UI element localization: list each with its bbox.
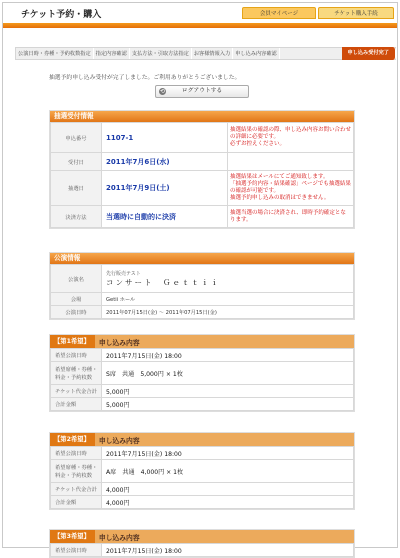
first-wish-ticket-total-row [51,385,354,398]
performance-info-table [50,264,354,319]
step-select: 公演日時・券種・予約枚数指定 [16,48,94,59]
first-wish-badge: 【第1希望】 [50,335,95,348]
draw-note: 抽選結果はメールにてご通知致します。 「抽選予約内容・結果確認」ページでも抽選結果の確認が可能です。 抽選予約申し込みの取消はできません。 [228,171,354,206]
payment-method-label: 決済方法 [51,206,102,228]
step-customer: お客様情報入力 [192,48,233,59]
payment-note: 抽選当選の場合に決済され、即時予約確定となります。 [228,206,354,228]
third-wish-title: 申し込み内容 [98,533,140,542]
desired-date-value: 2011年7月15日(金) 18:00 [102,447,354,460]
lottery-info-title: 抽選受付情報 [50,111,354,122]
logout-icon: ⟲ [159,88,166,95]
top-navigation [242,7,394,19]
lottery-info-section [49,110,355,229]
second-wish-total-row [51,496,354,509]
step-confirm: 指定内容確認 [94,48,130,59]
step-review: 申し込み内容確認 [233,48,280,59]
application-number-row [51,123,354,153]
third-wish-date-row [51,544,354,557]
first-wish-section [49,334,355,412]
second-wish-seat-row [51,460,354,483]
application-number-label: 申込番号 [51,123,102,153]
ticket-total-value: 4,000円 [102,483,354,496]
completion-message: 抽選予約申し込み受付が完了しました。ご利用ありがとうございました。 [49,75,241,81]
first-wish-seat-row [51,362,354,385]
ticket-purchase-tab[interactable]: チケット購入手続 [318,7,394,19]
reception-date-value: 2011年7月6日(水) [102,153,228,171]
desired-date-label: 希望公演日時 [51,544,102,557]
third-wish-table [50,543,354,557]
second-wish-table [50,446,354,509]
second-wish-section [49,432,355,510]
second-wish-header [50,433,354,446]
total-amount-value: 4,000円 [102,496,354,509]
total-amount-value: 5,000円 [102,398,354,411]
total-amount-label: 合計金額 [51,398,102,411]
draw-date-value: 2011年7月9日(土) [102,171,228,206]
desired-seat-value: A席 共通 4,000円 × 1枚 [102,460,354,483]
second-wish-badge: 【第2希望】 [50,433,95,446]
application-note: 抽選結果の確認の際、申し込み内容お問い合わせの詳細に必要です。 必ずお控えください。 [228,123,354,153]
ticket-total-label: チケット代金合計 [51,483,102,496]
total-amount-label: 合計金額 [51,496,102,509]
desired-date-label: 希望公演日時 [51,349,102,362]
desired-date-value: 2011年7月15日(金) 18:00 [102,349,354,362]
venue-row [51,293,354,306]
progress-steps [15,47,396,60]
reception-date-label: 受付日 [51,153,102,171]
performance-date-row [51,306,354,319]
second-wish-date-row [51,447,354,460]
third-wish-section [49,529,355,558]
step-complete: 申し込み受付完了 [342,47,396,60]
second-wish-title: 申し込み内容 [98,436,140,445]
ticket-total-label: チケット代金合計 [51,385,102,398]
first-wish-total-row [51,398,354,411]
ticket-total-value: 5,000円 [102,385,354,398]
second-wish-ticket-total-row [51,483,354,496]
third-wish-header [50,530,354,543]
first-wish-date-row [51,349,354,362]
header [3,3,397,33]
performance-info-section [49,252,355,320]
draw-date-row [51,171,354,206]
empty-cell [228,153,354,171]
lottery-info-table [50,122,354,228]
performance-subtitle: 先行販売テスト [106,270,141,277]
performance-date-value: 2011年07月15日(金) 〜 2011年07月15日(金) [102,306,354,319]
performance-name-label: 公演名 [51,265,102,293]
member-mypage-tab[interactable]: 会員マイページ [242,7,316,19]
performance-date-label: 公演日時 [51,306,102,319]
draw-date-label: 抽選日 [51,171,102,206]
logout-label: ログアウトする [181,88,223,94]
header-accent-bar [3,23,397,28]
venue-value: Getii ホール [102,293,354,306]
payment-method-row [51,206,354,228]
desired-seat-value: S席 共通 5,000円 × 1枚 [102,362,354,385]
payment-method-value: 当選時に自動的に決済 [102,206,228,228]
desired-date-label: 希望公演日時 [51,447,102,460]
third-wish-badge: 【第3希望】 [50,530,95,543]
reception-date-row [51,153,354,171]
page-title: チケット予約・購入 [21,10,102,20]
page-frame [2,2,398,555]
first-wish-header [50,335,354,348]
performance-name-row [51,265,354,293]
first-wish-title: 申し込み内容 [98,338,140,347]
performance-name: コンサート Ｇｅｔｔｉｉ [106,277,220,287]
venue-label: 会場 [51,293,102,306]
step-payment: 支払方法・引取方法指定 [130,48,192,59]
logout-button[interactable] [155,85,249,98]
performance-name-cell [102,265,354,293]
desired-seat-label: 希望席種・券種・料金・予約枚数 [51,362,102,385]
performance-info-title: 公演情報 [50,253,354,264]
application-number-value: 1107-1 [102,123,228,153]
desired-date-value: 2011年7月15日(金) 18:00 [102,544,354,557]
desired-seat-label: 希望席種・券種・料金・予約枚数 [51,460,102,483]
first-wish-table [50,348,354,411]
